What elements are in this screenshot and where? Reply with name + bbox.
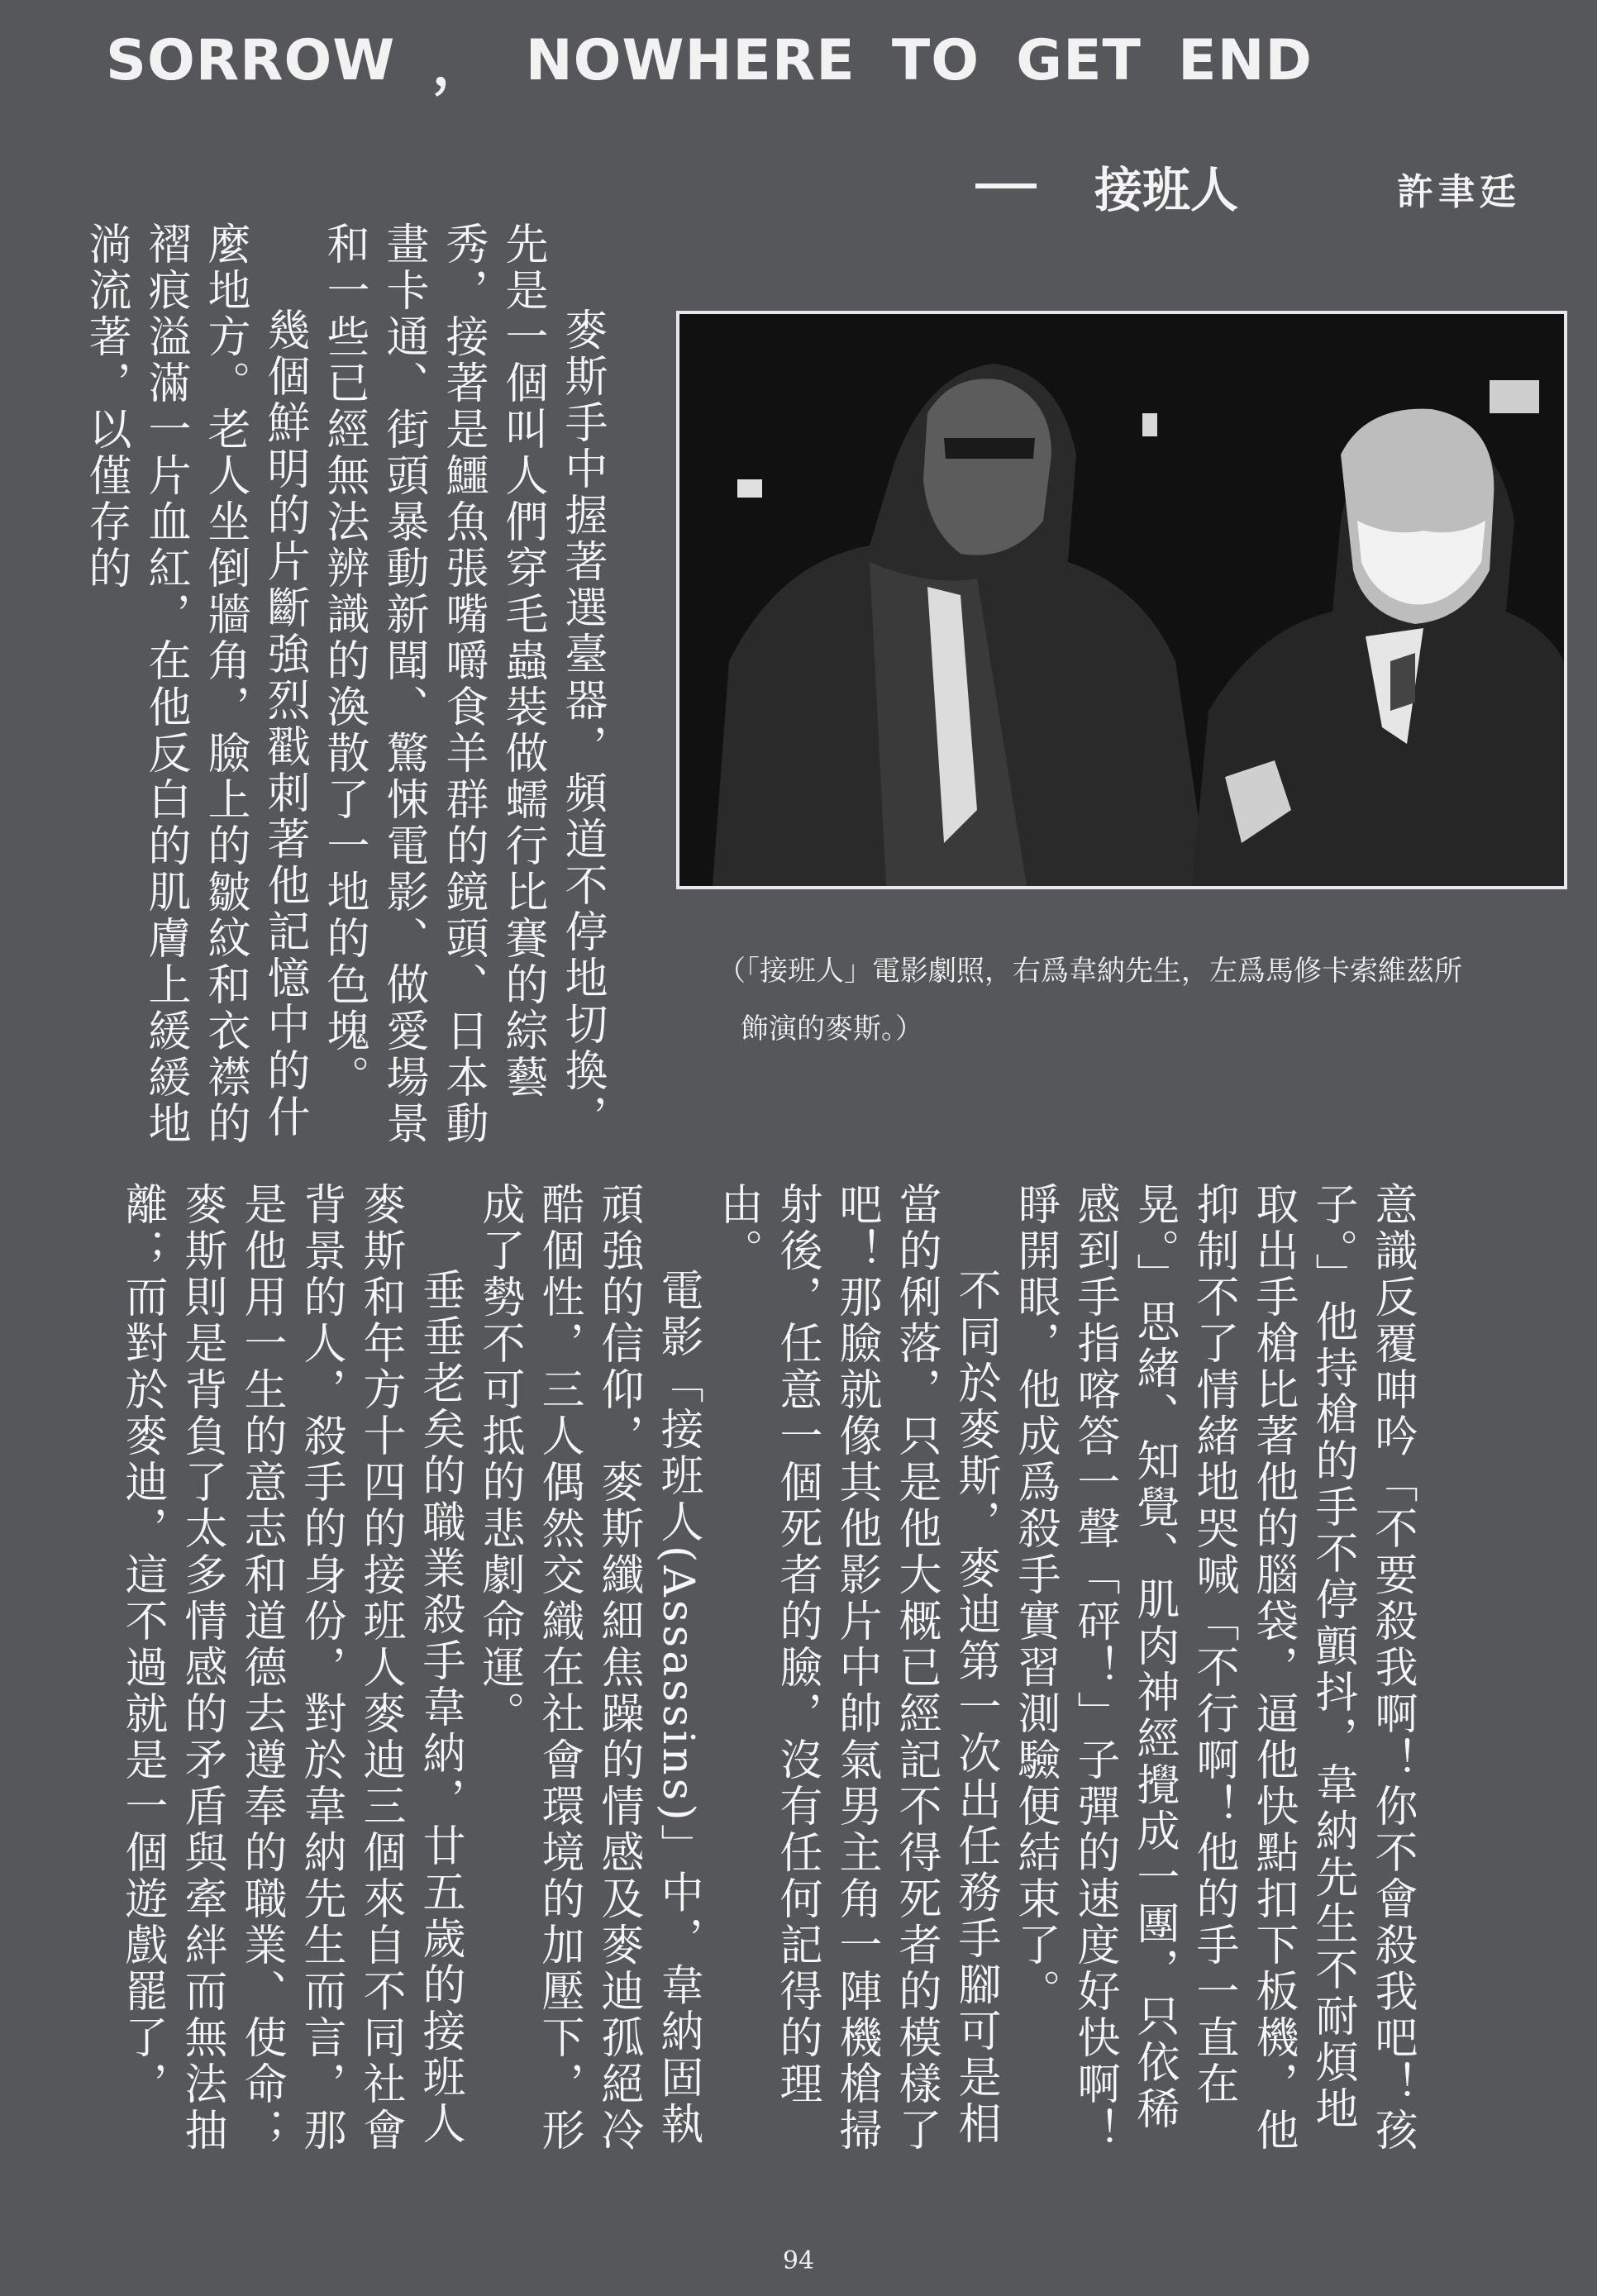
photo-caption xyxy=(717,942,1561,1058)
caption-line: （「接班人」電影劇照，右爲韋納先生，左爲馬修卡索維茲所 xyxy=(717,955,1462,988)
caption-line: 飾演的麥斯。） xyxy=(741,1012,923,1046)
page-number: 94 xyxy=(782,2246,815,2275)
article-text-column-upper xyxy=(81,222,612,1155)
paragraph: 幾個鮮明的片斷強烈戳刺著他記憶中的什麼地方。老人坐倒牆角，臉上的皺紋和衣襟的褶痕溢滿一片血紅，在他反白的肌膚上緩緩地淌流著，以僅存的 xyxy=(81,222,309,1147)
title-word: SORROW xyxy=(106,27,396,93)
title-word: GET xyxy=(1016,27,1142,93)
article-title xyxy=(106,15,1313,106)
title-word: END xyxy=(1178,27,1313,93)
subtitle-text: 接班人 xyxy=(1094,162,1239,218)
article-subtitle xyxy=(975,149,1238,223)
author-name: 許聿廷 xyxy=(1397,171,1521,213)
title-word: ， xyxy=(431,32,489,98)
dash-divider xyxy=(975,183,1037,188)
paragraph: 垂垂老矣的職業殺手韋納，廿五歲的接班人麥斯和年方十四的接班人麥迪三個來自不同社會背景的人，殺手的身份，對於韋納先生而言，那是他用一生的意志和道德去遵奉的職業、使命；麥斯則是背負了太多情感的矛盾與牽絆而無法抽離；而對於麥迪，這不過就是一個遊戲罷了， xyxy=(117,1182,465,2154)
title-word: NOWHERE xyxy=(525,27,856,93)
film-still-image xyxy=(679,314,1564,886)
paragraph: 電影「接班人(Assassins)」中，韋納固執頑強的信仰，麥斯纖細焦躁的情感及麥迪孤絕冷酷個性，三人偶然交織在社會環境的加壓下，形成了勢不可抵的悲劇命運。 xyxy=(474,1182,703,2154)
title-word: TO xyxy=(891,27,980,93)
article-text-column-lower xyxy=(116,1182,1422,2157)
film-still-photo xyxy=(676,311,1567,889)
paragraph: 麥斯手中握著選臺器，頻道不停地切換，先是一個叫人們穿毛蟲裝做蠕行比賽的綜藝秀，接著是鱷魚張嘴嚼食羊群的鏡頭、日本動畫卡通、街頭暴動新聞、驚悚電影、做愛場景和一些已經無法辨識的渙散了一地的色塊。 xyxy=(319,222,607,1147)
paragraph: 不同於麥斯，麥迪第一次出任務手腳可是相當的俐落，只是他大概已經記不得死者的模樣了吧！那臉就像其他影片中帥氣男主角一陣機槍掃射後，任意一個死者的臉，沒有任何記得的理由。 xyxy=(713,1182,1000,2154)
paragraph: 意識反覆呻吟「不要殺我啊！你不會殺我吧！孩子。」他持槍的手不停顫抖，韋納先生不耐煩地取出手槍比著他的腦袋，逼他快點扣下板機，他抑制不了情緒地哭喊「不行啊！他的手一直在晃。」思緒、知覺、肌肉神經攪成一團，只依稀感到手指喀答一聲「砰！」子彈的速度好快啊！睜開眼，他成爲殺手實習測驗便結束了。 xyxy=(1010,1182,1417,2154)
